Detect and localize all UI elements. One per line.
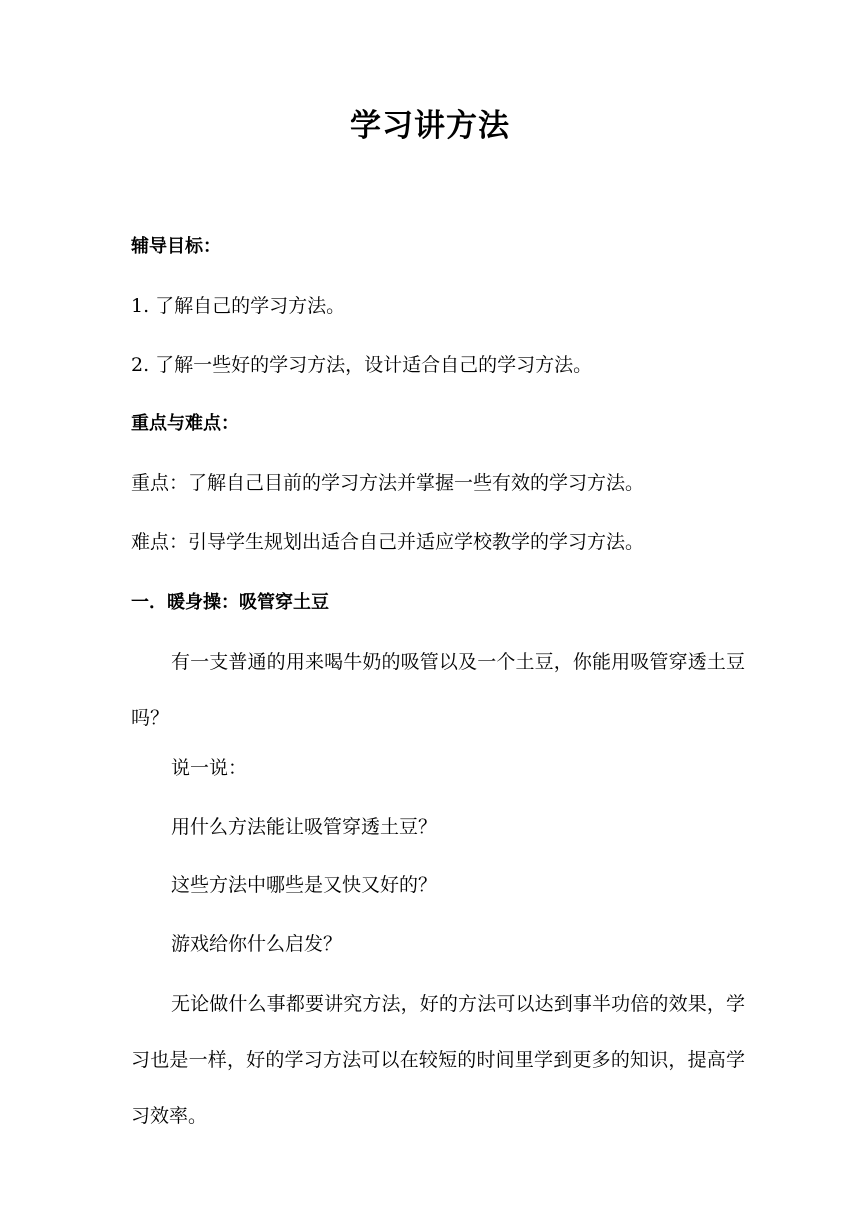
section-one-heading: 一．暖身操：吸管穿土豆 (131, 592, 329, 613)
discuss-label: 说一说： (171, 757, 248, 779)
question-1: 用什么方法能让吸管穿透土豆？ (171, 816, 438, 838)
question-2: 这些方法中哪些是又快又好的？ (171, 874, 438, 896)
difficulty-point: 难点：引导学生规划出适合自己并适应学校教学的学习方法。 (131, 531, 645, 553)
key-heading: 重点与难点： (131, 413, 239, 434)
section-one-conclusion: 无论做什么事都要讲究方法，好的方法可以达到事半功倍的效果，学习也是一样，好的学习方法可以在较短的时间里学到更多的知识，提高学习效率。 (131, 993, 745, 1127)
section-one-intro: 有一支普通的用来喝牛奶的吸管以及一个土豆，你能用吸管穿透土豆吗？ (131, 651, 745, 729)
key-point: 重点：了解自己目前的学习方法并掌握一些有效的学习方法。 (131, 472, 645, 494)
goal-heading: 辅导目标： (131, 236, 221, 257)
goal-item-1: 1. 了解自己的学习方法。 (131, 295, 346, 317)
question-3: 游戏给你什么启发？ (171, 933, 343, 955)
document-title: 学习讲方法 (350, 108, 510, 144)
goal-item-2: 2. 了解一些好的学习方法，设计适合自己的学习方法。 (131, 354, 593, 376)
